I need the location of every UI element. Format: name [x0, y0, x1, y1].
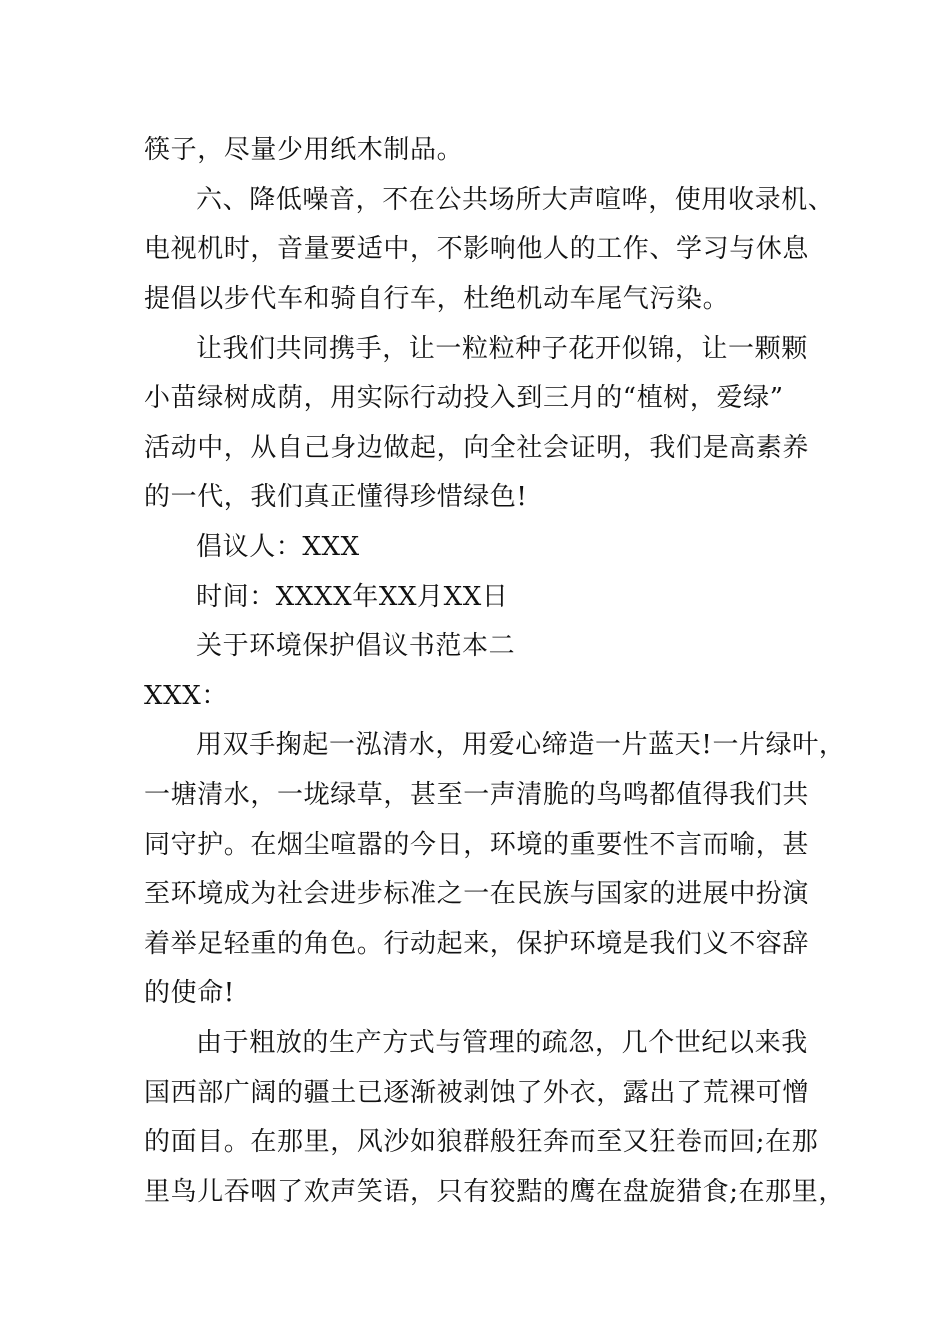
text-line: 着举足轻重的角色。行动起来，保护环境是我们义不容辞: [144, 929, 810, 959]
text-line: 由于粗放的生产方式与管理的疏忽，几个世纪以来我: [196, 1028, 808, 1058]
text-line: 的面目。在那里，风沙如狼群般狂奔而至又狂卷而回;在那: [144, 1127, 819, 1157]
date-line: 时间：XXXX年XX月XX日: [196, 582, 509, 612]
text-line: 同守护。在烟尘喧嚣的今日，环境的重要性不言而喻，甚: [144, 830, 810, 860]
text-line: 的一代，我们真正懂得珍惜绿色!: [144, 482, 528, 512]
text-line: 六、降低噪音，不在公共场所大声喧哗，使用收录机、: [196, 185, 835, 215]
section-title: 关于环境保护倡议书范本二: [196, 631, 516, 661]
text-line: 的使命!: [144, 978, 235, 1008]
text-line: 让我们共同携手，让一粒粒种子花开似锦，让一颗颗: [196, 334, 808, 364]
text-line: 国西部广阔的疆土已逐渐被剥蚀了外衣，露出了荒裸可憎: [144, 1078, 810, 1108]
text-line: 里鸟儿吞咽了欢声笑语，只有狡黠的鹰在盘旋猎食;在那里，: [144, 1177, 845, 1207]
salutation: XXX：: [144, 681, 228, 711]
text-line: 筷子，尽量少用纸木制品。: [144, 135, 464, 165]
text-line: 电视机时，音量要适中，不影响他人的工作、学习与休息: [144, 234, 810, 264]
signatory-line: 倡议人：XXX: [196, 532, 360, 562]
text-line: 至环境成为社会进步标准之一在民族与国家的进展中扮演: [144, 879, 810, 909]
text-line: 提倡以步代车和骑自行车，杜绝机动车尾气污染。: [144, 284, 730, 314]
text-line: 小苗绿树成荫，用实际行动投入到三月的“植树，爱绿”: [144, 383, 784, 413]
text-line: 活动中，从自己身边做起，向全社会证明，我们是高素养: [144, 433, 810, 463]
text-line: 用双手掬起一泓清水，用爱心缔造一片蓝天!一片绿叶，: [196, 730, 846, 760]
text-line: 一塘清水，一垅绿草，甚至一声清脆的鸟鸣都值得我们共: [144, 780, 810, 810]
